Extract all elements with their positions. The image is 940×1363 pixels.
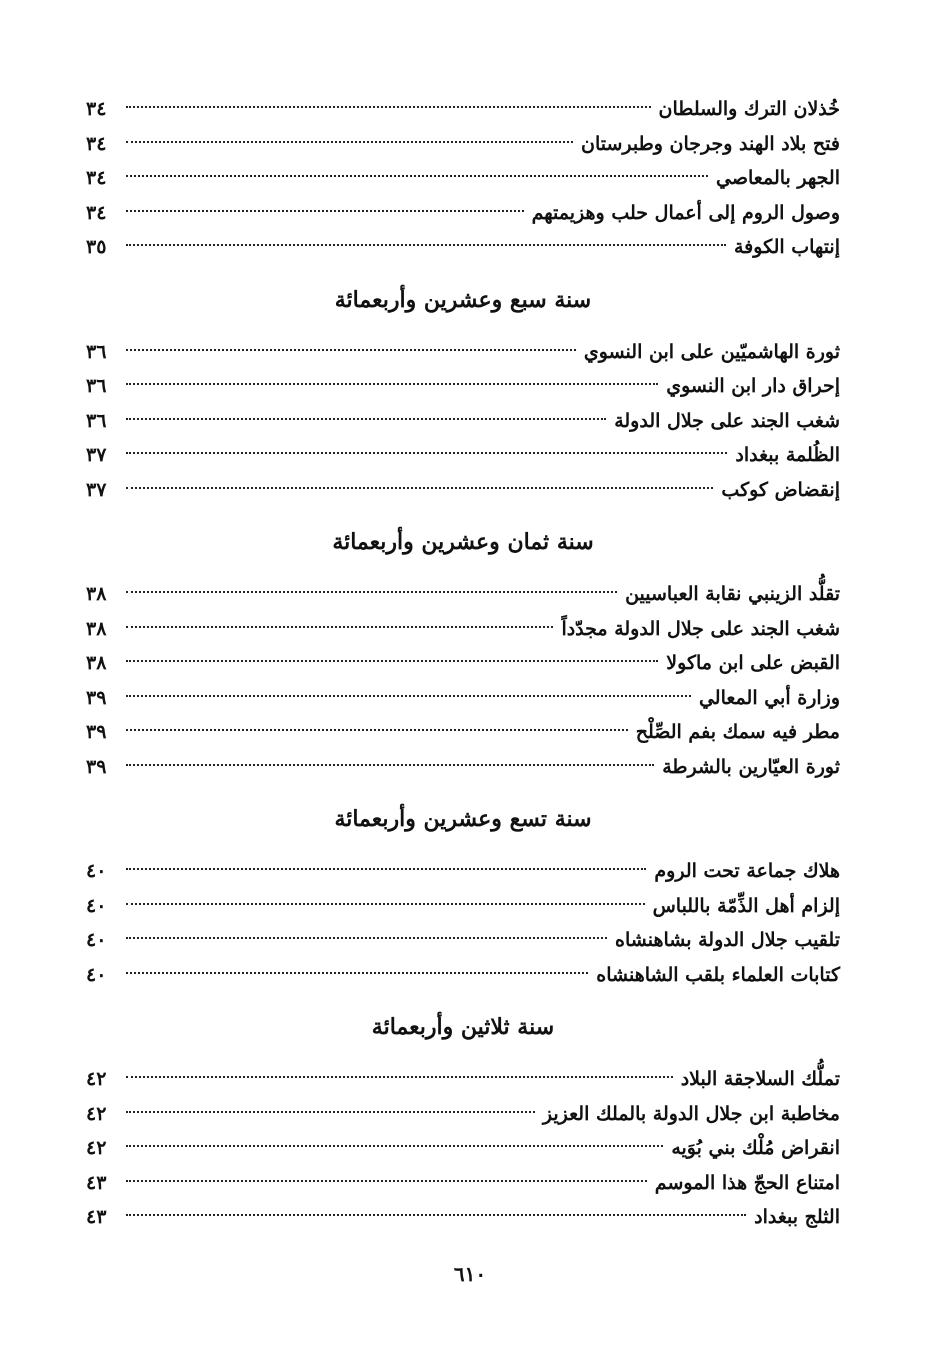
dot-leader — [126, 175, 708, 177]
toc-entry — [86, 438, 840, 473]
dot-leader — [126, 937, 607, 939]
entry-page-number: ٤٢ — [86, 1102, 107, 1125]
entry-page-number: ٣٩ — [86, 721, 107, 743]
entry-page-number: ٤٠ — [86, 860, 107, 882]
dot-leader — [126, 349, 576, 351]
entry-page-number: ٣٨ — [86, 652, 107, 674]
entry-title: ثورة الهاشميّين على ابن النسوي — [583, 340, 840, 363]
dot-leader — [126, 106, 651, 108]
entry-title: مطر فيه سمك بفم الصِّلْح — [635, 721, 840, 743]
toc-entry — [86, 196, 840, 231]
dot-leader — [126, 418, 606, 420]
toc-entry — [86, 1131, 840, 1166]
entry-page-number: ٤٠ — [86, 929, 107, 951]
entry-title: الثلج ببغداد — [754, 1206, 840, 1228]
section-heading: سنة ثمان وعشرين وأربعمائة — [332, 529, 594, 555]
entry-title: كتابات العلماء بلقب الشاهنشاه — [596, 963, 840, 986]
dot-leader — [126, 210, 524, 212]
toc-section — [86, 784, 840, 992]
dot-leader — [126, 1180, 647, 1182]
entry-page-number: ٣٨ — [86, 583, 107, 605]
toc-entry — [86, 335, 840, 370]
section-heading: سنة سبع وعشرين وأربعمائة — [334, 286, 592, 313]
toc-entry — [86, 889, 840, 924]
dot-leader — [126, 1111, 535, 1113]
entry-title: خُذلان الترك والسلطان — [658, 98, 840, 120]
entry-page-number: ٣٦ — [86, 375, 107, 397]
toc-section — [86, 92, 840, 265]
toc-entry — [86, 577, 840, 612]
entry-page-number: ٣٦ — [86, 340, 107, 363]
section-heading: سنة ثلاثين وأربعمائة — [371, 1014, 555, 1040]
entry-title: فتح بلاد الهند وجرجان وطبرستان — [581, 132, 840, 155]
entry-title: شغب الجند على جلال الدولة — [614, 409, 840, 432]
section-heading: سنة تسع وعشرين وأربعمائة — [334, 806, 592, 832]
toc-entry — [86, 681, 840, 716]
entry-title: إحراق دار ابن النسوي — [666, 375, 840, 397]
dot-leader — [126, 487, 713, 489]
dot-leader — [126, 244, 726, 246]
toc-entry — [86, 612, 840, 647]
dot-leader — [126, 868, 646, 870]
entry-title: تملُّك السلاجقة البلاد — [680, 1068, 840, 1090]
entry-title: وزارة أبي المعالي — [698, 686, 840, 709]
toc-section — [86, 507, 840, 784]
toc-entry — [86, 646, 840, 681]
entry-title: وصول الروم إلى أعمال حلب وهزيمتهم — [531, 201, 840, 224]
toc-section — [86, 992, 840, 1235]
entry-page-number: ٤٠ — [86, 963, 107, 986]
toc-section — [86, 265, 840, 508]
entry-page-number: ٣٤ — [86, 201, 107, 224]
dot-leader — [126, 626, 553, 628]
entry-title: هلاك جماعة تحت الروم — [654, 860, 840, 882]
dot-leader — [126, 1076, 673, 1078]
toc-entry — [86, 854, 840, 889]
entry-title: انقراض مُلْك بني بُوَيه — [671, 1137, 840, 1159]
entry-title: مخاطبة ابن جلال الدولة بالملك العزيز — [542, 1102, 840, 1125]
dot-leader — [126, 1145, 663, 1147]
toc-entry — [86, 127, 840, 162]
dot-leader — [126, 660, 658, 662]
toc-entry — [86, 369, 840, 404]
entry-page-number: ٤٢ — [86, 1068, 107, 1090]
toc-entry — [86, 1166, 840, 1201]
entry-title: امتناع الحجّ هذا الموسم — [654, 1171, 840, 1194]
entry-page-number: ٣٤ — [86, 98, 107, 120]
toc-entry — [86, 715, 840, 750]
toc-entry — [86, 1097, 840, 1132]
entry-title: تقلُّد الزينبي نقابة العباسيين — [625, 583, 840, 605]
entry-page-number: ٣٥ — [86, 236, 107, 258]
entry-title: القبض على ابن ماكولا — [666, 652, 840, 674]
entry-title: شغب الجند على جلال الدولة مجدّداً — [561, 617, 840, 640]
dot-leader — [126, 591, 617, 593]
entry-page-number: ٣٤ — [86, 167, 107, 189]
entry-page-number: ٤٢ — [86, 1137, 107, 1159]
dot-leader — [126, 695, 691, 697]
toc-entry — [86, 1200, 840, 1235]
dot-leader — [126, 1214, 746, 1216]
toc-entry — [86, 404, 840, 439]
entry-title: تلقيب جلال الدولة بشاهنشاه — [615, 929, 840, 951]
toc-entry — [86, 750, 840, 785]
entry-title: إنتهاب الكوفة — [734, 236, 840, 258]
entry-page-number: ٤٣ — [86, 1206, 107, 1228]
dot-leader — [126, 729, 628, 731]
entry-title: ثورة العيّارين بالشرطة — [662, 755, 840, 778]
entry-page-number: ٣٧ — [86, 478, 107, 501]
entry-page-number: ٣٨ — [86, 617, 107, 640]
toc-entry — [86, 92, 840, 127]
dot-leader — [126, 141, 573, 143]
entry-title: الجهر بالمعاصي — [716, 167, 840, 189]
page-number: ٦١٠ — [453, 1262, 487, 1286]
toc-entry — [86, 473, 840, 508]
dot-leader — [126, 903, 645, 905]
entry-title: إنقضاض كوكب — [721, 478, 840, 501]
entry-page-number: ٣٤ — [86, 132, 107, 155]
entry-page-number: ٣٦ — [86, 409, 107, 432]
entry-page-number: ٣٩ — [86, 686, 107, 709]
entry-page-number: ٤٠ — [86, 894, 107, 917]
dot-leader — [126, 452, 727, 454]
entry-page-number: ٣٩ — [86, 755, 107, 778]
entry-page-number: ٤٣ — [86, 1171, 107, 1194]
entry-title: إلزام أهل الذِّمّة باللباس — [652, 894, 840, 917]
toc-entry — [86, 958, 840, 993]
dot-leader — [126, 764, 654, 766]
table-of-contents — [86, 92, 840, 1235]
entry-title: الظُلمة ببغداد — [735, 444, 840, 466]
toc-entry — [86, 1062, 840, 1097]
dot-leader — [126, 972, 588, 974]
toc-entry — [86, 923, 840, 958]
toc-entry — [86, 230, 840, 265]
dot-leader — [126, 383, 658, 385]
toc-entry — [86, 161, 840, 196]
entry-page-number: ٣٧ — [86, 444, 107, 466]
